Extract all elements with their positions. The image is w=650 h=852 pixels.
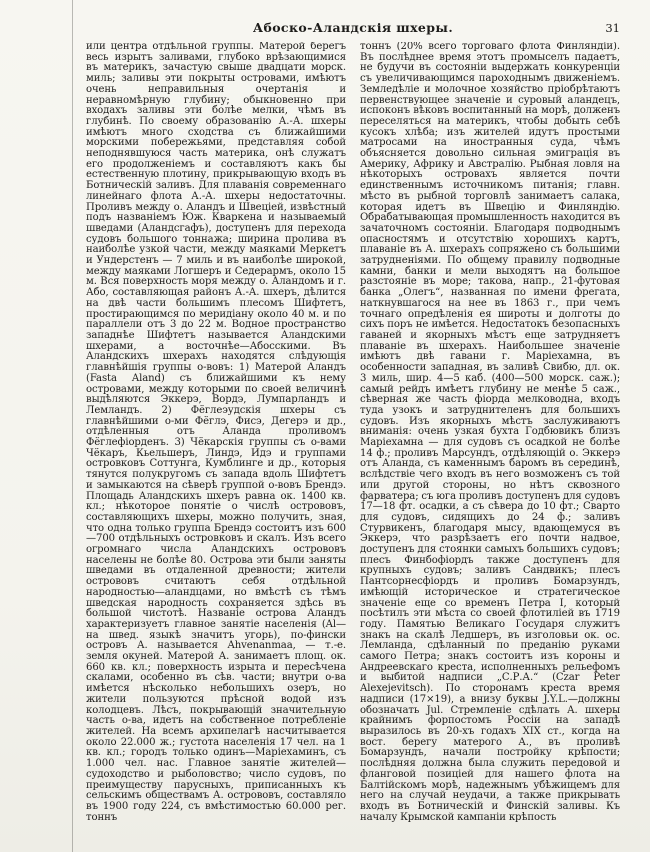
text-columns bbox=[86, 42, 620, 846]
page-number: 31 bbox=[605, 21, 620, 35]
page-edge-line bbox=[72, 0, 73, 852]
running-title: Абоско-Аландскія шхеры. bbox=[252, 20, 454, 35]
right-column-text: тоннъ (20% всего торговаго флота Финляндіи). Въ послѣднее время этотъ промыселъ падаетъ, не будучи въ состояніи выдержать конкуренціи съ увеличивающимся пароходнымъ движеніемъ. Земледѣліе и молочное хозяйство пріобрѣтаютъ первенствующее значеніе и суровый аландецъ, испоконъ вѣковъ воспитанный на морѣ, долженъ переселяться на материкъ, чтобы добыть себѣ кусокъ хлѣба; изъ жителей идутъ простыми матросами на иностранныя суда, чѣмъ объясняется довольно сильная эмиграція въ Америку, Африку и Австралію. Рыбная ловля на нѣкоторыхъ островахъ является почти единственнымъ источникомъ питанія; главн. мѣсто въ рыбной торговлѣ занимаетъ салака, которая идетъ въ Швецію и Финляндію. Обрабатывающая промышленность находится въ зачаточномъ состояніи. Благодаря подводнымъ опасностямъ и отсутствію хорошихъ картъ, плаваніе въ А. шхерахъ сопряжено съ большими затрудненіями. По общему правилу подводные камни, банки и мели выходятъ на большое разстояніе въ море; такова, напр., 21-футовая банка „Олегъ“, названная по имени фрегата, наткнувшагося на нее въ 1863 г., при чемъ точнаго опредѣленія ея широты и долготы до сихъ поръ не имѣется. Недостатокъ безопасныхъ гаваней и якорныхъ мѣстъ еще затрудняетъ плаваніе въ шхерахъ. Наибольшее значеніе имѣютъ двѣ гавани г. Маріехамна, въ особенности западная, въ заливѣ Свибю, дл. ок. 3 миль, шир. 4—5 каб. (400—500 морск. саж.); самый рейдъ имѣетъ глубину не менѣе 5 саж., сѣверная же часть фіорда мелководна, входъ туда узокъ и затруднителенъ для большихъ судовъ. Изъ якорныхъ мѣстъ заслуживаютъ вниманія: очень узкая бухта Годбювикъ близъ Маріехамна — для судовъ съ осадкой не болѣе 14 ф.; проливъ Марсундъ, отдѣляющій о. Эккерэ отъ Аланда, съ каменнымъ баромъ въ серединѣ, вслѣдствіе чего входъ въ него возможенъ съ той или другой стороны, но нѣтъ сквозного фарватера; съ юга проливъ доступенъ для судовъ 17—18 фт. осадки, а съ сѣвера до 10 фт.; Сварто для судовъ, сидящихъ до 24 ф.; заливъ Стурвикенъ, благодаря мысу, вдающемуся въ Эккерэ, что разрѣзаетъ его почти надвое, доступенъ для стоянки самыхъ большихъ судовъ; плесъ Финбофіордъ также доступенъ для крупныхъ судовъ; заливъ Сандвикъ; плесъ Пантсорнесфіордъ и проливъ Бомарзундъ, имѣющій историческое и стратегическое значеніе еще со временъ Петра I, который посѣтилъ эти мѣста со своей флотиліей въ 1719 году. Памятью Великаго Государя служитъ знакъ на скалѣ Ледшеръ, въ изголовьи ок. ос. Лемланда, сдѣланный по преданію руками самого Петра; знакъ состоитъ изъ короны и Андреевскаго креста, исполненныхъ рельефомъ и выбитой надписи „С.Р.А.“ (Czar Peter Alexejevitsch). По сторонамъ креста время надписи (17×19), а внизу буквы J.Y.L.—должны обозначать Jul. Стремленіе сдѣлать А. шхеры крайнимъ форпостомъ Россіи на западѣ выразилось въ 20-хъ годахъ XIX ст., когда на вост. берегу матерого А., въ проливѣ Бомарзундъ, начали постройку крѣпости; послѣдняя должна была служить передовой и фланговой позиціей для нашего флота на Балтійскомъ морѣ, надежнымъ убѣжищемъ для него на случай неудачи, а также прикрывать входъ въ Ботническій и Финскій заливы. Къ началу Крымской кампаніи крѣпость bbox=[360, 42, 620, 823]
page-header bbox=[86, 20, 620, 36]
left-column-text: или центра отдѣльной группы. Матерой берегъ весь изрытъ заливами, глубоко врѣзающимися въ материкъ, зачастую свыше двадцати морск. миль; заливы эти покрыты островами, имѣютъ очень неправильныя очертанія и неравномѣрную глубину; обыкновенно при входахъ заливы эти болѣе мелки, чѣмъ въ глубинѣ. По своему образованію А.-А. шхеры имѣютъ много сходства съ ближайшими морскими побережьями, представляя собой неподнявшуюся часть материка, онѣ служатъ его продолженіемъ и составляютъ какъ бы естественную плотину, прикрывающую входъ въ Ботническій заливъ. Для плаванія современнаго линейнаго флота А.-А. шхеры недостаточны. Проливъ между о. Аландъ и Швеціей, извѣстный подъ названіемъ Юж. Кваркена и называемый шведами (Аландсгафъ), доступенъ для перехода судовъ большого тоннажа; ширина пролива въ наиболѣе узкой части, между маяками Меркетъ и Ундерстенъ — 7 миль и въ наиболѣе широкой, между маяками Логшеръ и Седерармъ, около 15 м. Вся поверхность моря между о. Аландомъ и г. Або, составляющая районъ А.-А. шхеръ, дѣлится на двѣ части большимъ плесомъ Шифтетъ, простирающимся по меридіану около 40 м. и по параллели отъ 3 до 22 м. Водное пространство западнѣе Шифтетъ называется Аландскими шхерами, а восточнѣе—Абосскими. Въ Аландскихъ шхерахъ находятся слѣдующія главнѣйшія группы о-вовъ: 1) Матерой Аландъ (Fasta Aland) съ ближайшими къ нему островами, между которыми по своей величинѣ выдѣляются Эккерэ, Вордэ, Лумпарландъ и Лемландъ. 2) Фёглеэудскія шхеры съ главнѣйшими о-ми Фёглэ, Фисэ, Дегерэ и др., отдѣленныя отъ Аланда проливомъ Фёглефіорденъ. 3) Чёкарскія группы съ о-вами Чёкаръ, Кьельшеръ, Линдэ, Идэ и группами островковъ Соттунга, Кумблинге и др., которыя тянутся полукругомъ съ запада вдоль Шифтетъ и замыкаются на сѣверѣ группой о-вовъ Брендэ. Площадь Аландскихъ шхеръ равна ок. 1400 кв. кл.; нѣкоторое понятіе о числѣ острововъ, составляющихъ шхеры, можно получить, зная, что одна только группа Брендэ состоитъ изъ 600—700 отдѣльныхъ островковъ и скалъ. Изъ всего огромнаго числа Аландскихъ острововъ населены не болѣе 80. Острова эти были заняты шведами въ отдаленной древности; жители острововъ считаютъ себя отдѣльной народностью—аландцами, но вмѣстѣ съ тѣмъ шведская народность сохраняется здѣсь въ большой чистотѣ. Названіе острова Аландъ характеризуетъ главное занятіе населенія (Al—на швед. языкѣ значитъ угорь), по-фински островъ А. называется Ahvenanmaa, — т.-е. земля окуней. Матерой А. занимаетъ площ. ок. 660 кв. кл.; поверхность изрыта и пересѣчена скалами, особенно въ сѣв. части; внутри о-ва имѣется нѣсколько небольшихъ озеръ, но жители пользуются прѣсной водой изъ колодцевъ. Лѣсъ, покрывающій значительную часть о-ва, идетъ на собственное потребленіе жителей. На всемъ архипелагѣ насчитывается около 22.000 ж.; густота населенія 17 чел. на 1 кв. кл.; городъ только одинъ—Маріехаминъ, съ 1.000 чел. нас. Главное занятіе жителей—судоходство и рыболовство; число судовъ, по преимуществу парусныхъ, приписанныхъ къ сельскимъ обществамъ А. острововъ, составляло въ 1900 году 224, съ вмѣстимостью 60.000 рег. тоннъ bbox=[86, 42, 346, 823]
